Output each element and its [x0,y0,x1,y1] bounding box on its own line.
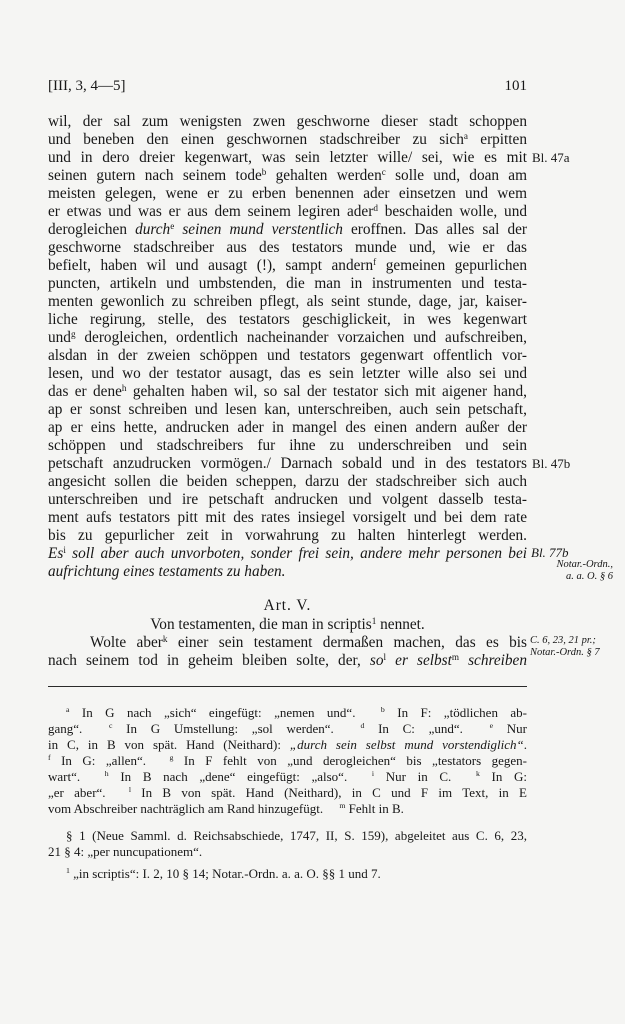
footnote-marker: i [63,544,66,555]
text-run: In G nach „sich“ eingefügt: „nemen und“. [69,705,381,720]
text-line [48,293,527,311]
body-text [48,113,527,581]
text-run: alsdan in der zweien schöppen und testators gegenwart offentlich vor- [48,347,527,364]
text-line [48,455,527,473]
marginal-note-line: Bl. 47a [532,150,570,165]
text-line [48,545,527,563]
text-line [48,131,527,149]
text-run: In B von spät. Hand (Neithard), in C und F im Text, in E [131,785,527,800]
source-commentary [48,828,527,860]
text-line [48,221,527,239]
footnote-marker: m [339,801,346,811]
critical-apparatus [48,705,527,817]
marginal-note-line: a. a. O. § 6 [566,571,613,582]
footnote-marker: k [475,769,480,779]
footnote-marker: d [360,721,365,731]
italic-text-run: so [369,652,384,669]
text-run: schöppen und stadschreibers fur ihne zu underschreiben und sein [48,437,527,454]
footnote-marker: b [380,705,385,715]
text-run: seinen gutern nach seinem tode [48,167,262,184]
text-line [48,383,527,401]
text-line [48,652,527,670]
text-run: 21 § 4: „per nuncupationem“. [48,844,203,859]
text-run: In G: [479,769,527,784]
text-run: Fehlt in B. [345,801,404,816]
text-line [48,769,527,785]
footnote-marker: c [381,166,386,177]
text-line [48,437,527,455]
text-line [48,113,527,131]
footnote-marker: c [109,721,113,731]
text-line [48,616,527,634]
text-run: ap er sonst schreiben und lesen kan, unterschreiben, auch sein petschaft, [48,401,527,418]
italic-text-run: schreiben [458,652,527,669]
text-line [48,347,527,365]
text-run: das er dene [48,383,122,400]
text-line [48,527,527,545]
footnote-marker: l [383,651,387,662]
text-run: „in scriptis“: I. 2, 10 § 14; Notar.-Ordn. a. a. O. §§ 1 und 7. [69,866,381,881]
text-line [48,311,527,329]
text-line [48,737,527,753]
text-line [48,753,527,769]
text-run: und [48,329,71,346]
footnote-marker: e [489,721,494,731]
text-run: erpitten [467,131,527,148]
footnote-marker: g [169,753,174,763]
italic-text-run: er selbst [386,652,452,669]
footnote-marker: i [371,769,375,779]
text-run: eroffnen. Das alles sal der [342,221,527,238]
text-run: vom Abschreiber nachträglich am Rand hinzugefügt. [48,801,340,816]
italic-text-run: Es [48,545,64,562]
text-run: und beneben den einen geschwornen stadschreiber zu sich [48,131,464,148]
text-run: petschaft anzudrucken vormögen./ Darnach sobald und in des testators [48,455,527,472]
text-run: ap er eins hette, andrucken ader in mangel des einen andern außer der [48,419,527,436]
text-run: bis zu gepurlicher zeit in vorwahrung zu halten hinterlegt werden. [48,527,527,544]
marginal-note-line: Bl. 77b [531,545,569,560]
text-line [48,149,527,167]
footnote-marker: e [170,220,175,231]
text-run: Von testamenten, die man in scriptis [150,616,372,633]
text-run: geschworne stadschreiber aus des testators munde und, wie er das [48,239,527,256]
article-title [48,616,527,634]
text-run: derogleichen [48,221,136,238]
text-run: gehalten werden [266,167,382,184]
marginal-note-line: Notar.-Ordn. § 7 [530,646,600,658]
italic-text-run: aufrichtung eines testaments zu haben. [48,563,286,580]
text-line [48,203,527,221]
text-run: unterschreiben und ire petschaft andrucken und volgent dasselb testa- [48,491,527,508]
footnote-marker: 1 [371,615,377,626]
text-run: In C: „und“. [364,721,490,736]
text-run: Wolte aber [90,634,163,651]
text-line [48,705,527,721]
footnote-marker: b [261,166,267,177]
footnote-marker: f [48,753,51,763]
footnote-marker: h [121,382,127,393]
section-reference: [III, 3, 4—5] [48,78,126,94]
text-line [48,801,527,817]
marginal-note [532,455,570,473]
text-run: einer sein testament dermaßen machen, das es bis [167,634,528,651]
italic-text-run: „durch sein selbst mund vorstendiglich“ [289,737,524,752]
text-line [48,634,527,652]
text-line [48,185,527,203]
text-line [48,828,527,844]
footnote-marker: l [128,785,132,795]
footnotes [48,866,527,882]
text-run: lesen, und wo der testator ausagt, das es sein letzter wille also sei und [48,365,527,382]
footnote-marker: a [66,705,70,715]
text-line [48,563,527,581]
footnote-marker: h [104,769,109,779]
footnote-marker: a [463,130,468,141]
text-run: gehalten haben wil, so sal der testator sich mit aigener hand, [126,383,527,400]
text-line [48,844,527,860]
text-line [48,365,527,383]
text-line [48,257,527,275]
marginal-note [532,149,570,167]
text-run: In G: „allen“. [50,753,170,768]
text-run: derogleichen, ordentlich nacheinander vorzaichen und aufschreiben, [75,329,527,346]
text-run: . [523,737,527,752]
text-run: menten gewonlich zu schreiben pflegt, als seint stunde, dage, jar, kaiser- [48,293,527,310]
text-run: In F: „tödlichen ab- [384,705,527,720]
text-line [48,275,527,293]
text-run: solle und, doan am [385,167,527,184]
text-run: ment aufs testators pitt mit des rates insiegel vorsigelt und bei dem rate [48,509,527,526]
text-line [48,401,527,419]
footnote-marker: f [373,256,377,267]
text-run: puncten, artikeln und umbstenden, die man in instrumenten und testa- [48,275,527,292]
text-run: wart“. [48,769,105,784]
footnote-marker: 1 [66,866,70,876]
italic-text-run: soll aber auch unvorboten, sonder frei sein, andere mehr personen bei [65,545,527,562]
text-run: er etwas und was er aus dem seinem legiren ader [48,203,374,220]
text-run: meisten gelegen, wene er zu erben benennen ader einsetzen und wem [48,185,527,202]
text-line [48,721,527,737]
text-line [48,239,527,257]
text-run: In G Umstellung: „sol werden“. [112,721,361,736]
marginal-note [531,546,613,583]
footnote-marker: k [162,633,168,644]
text-line [48,419,527,437]
text-run: in C, in B von spät. Hand (Neithard): [48,737,290,752]
text-run: gemeinen gepurlichen [376,257,527,274]
text-run: beschaiden wolle, und [377,203,527,220]
text-run: § 1 (Neue Samml. d. Reichsabschiede, 1747, II, S. 159), abgeleitet aus C. 6, 23, [66,828,527,843]
text-line [48,785,527,801]
article-number: Art. V. [263,597,312,614]
running-head [48,77,527,95]
text-run: nach seinem tod in geheim bleiben solte, der, [48,652,370,669]
text-line [48,473,527,491]
text-run: In B nach „dene“ eingefügt: „also“. [108,769,372,784]
footnote-rule [48,686,527,687]
text-run: Nur [493,721,528,736]
text-run: gang“. [48,721,109,736]
text-run: „er aber“. [48,785,129,800]
marginal-note-line: Bl. 47b [532,456,571,471]
page-number: 101 [504,78,527,94]
text-run: Nur in C. [374,769,476,784]
marginal-note-line: Notar.-Ordn., [556,559,613,570]
text-run: befielt, haben wil und ausagt (!), sampt andern [48,257,374,274]
text-run: liche regirung, stelle, des testators geschiglickeit, in wes kegenwart [48,311,527,328]
text-line [48,509,527,527]
text-run: In F fehlt von „und derogleichen“ bis „testators gegen- [173,753,527,768]
italic-text-run: seinen mund verstentlich [174,221,343,238]
marginal-note-line: C. 6, 23, 21 pr.; [530,635,596,646]
article-text [48,634,527,670]
text-line [48,866,527,882]
text-run: und in dero dreier kegenwart, was sein letzter wille/ sei, wie es mit [48,149,527,166]
text-run: nennet. [376,616,425,633]
marginal-note [530,635,614,658]
footnote-marker: m [451,651,459,662]
text-line [48,167,527,185]
text-line [48,491,527,509]
text-line [48,329,527,347]
italic-text-run: durch [135,221,171,238]
text-run: wil, der sal zum wenigsten zwen geschworne dieser stadt schoppen [48,113,527,130]
footnote-marker: d [373,202,378,213]
text-run: angesicht sollen die beiden scheppen, darzu der stadschreiber sich auch [48,473,527,490]
footnote-marker: g [70,328,76,339]
